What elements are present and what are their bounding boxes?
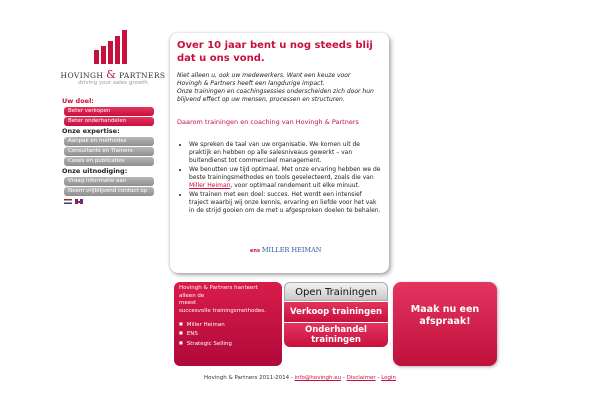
- intro-line: Hovingh & Partners heeft een langdurige impact.: [177, 80, 325, 87]
- benefit-text: We benutten uw tijd optimaal. Met onze ervaring hebben we de beste trainingsmethodes en tools geselecteerd, zoals die van: [189, 166, 381, 181]
- button-line: Onderhandel: [305, 325, 367, 335]
- method-item: ■ Miller Heiman: [179, 320, 277, 329]
- appointment-line: afspraak!: [419, 316, 471, 327]
- ens-logo: ens: [250, 248, 260, 254]
- main-content-card: [170, 33, 389, 273]
- intro-line: Niet alleen u, ook uw medewerkers. Want een keuze voor: [177, 72, 351, 79]
- logo-bars-icon: [94, 30, 134, 64]
- footer-separator: -: [377, 375, 380, 381]
- mh-line: HEIMAN: [291, 246, 322, 254]
- benefits-list: [177, 141, 382, 215]
- verkoop-trainingen-button[interactable]: Verkoop trainingen: [284, 302, 388, 322]
- footer-login-link[interactable]: Login: [381, 375, 397, 381]
- onderhandel-trainingen-button[interactable]: [284, 323, 388, 347]
- language-switcher: [64, 199, 154, 204]
- methods-info-box: [174, 282, 282, 366]
- methods-list: [179, 320, 277, 348]
- page-title: Over 10 jaar bent u nog steeds blij dat u ons vond.: [177, 40, 373, 64]
- footer-disclaimer-link[interactable]: Disclaimer: [346, 375, 376, 381]
- method-item: ■ Strategic Selling: [179, 339, 277, 348]
- nav-beter-onderhandelen[interactable]: Beter onderhandelen: [64, 117, 154, 126]
- invitation-heading: Onze uitnodiging:: [62, 167, 128, 175]
- button-line: trainingen: [311, 335, 361, 345]
- intro-text: [177, 72, 382, 104]
- mh-line: MILLER: [261, 246, 290, 254]
- benefit-item: • We spreken de taal van uw organisatie. We komen uit de praktijk en hebben op alle salesniveaus gewerkt – van buitendienst tot commercieel management.: [189, 141, 382, 165]
- make-appointment-button[interactable]: [393, 282, 497, 366]
- intro-line: Onze trainingen en coachingsessies onderscheiden zich door hun: [177, 88, 374, 95]
- trainings-panel: [284, 282, 388, 366]
- flag-nl-icon[interactable]: [64, 199, 72, 204]
- benefit-item: [189, 166, 382, 190]
- logo-name-left: HOVINGH: [60, 71, 104, 80]
- info-line: succesvolle trainingsmethodes.: [179, 307, 266, 314]
- nav-aanpak-methodes[interactable]: Aanpak en methodes: [64, 137, 154, 146]
- info-text: [179, 285, 277, 315]
- nav-neem-contact-op[interactable]: Neem vrijblijvend contact op: [64, 187, 154, 196]
- partner-logo: [250, 246, 321, 254]
- nav-vraag-informatie[interactable]: Vraag informatie aan: [64, 177, 154, 186]
- open-trainingen-button[interactable]: Open Trainingen: [284, 282, 388, 301]
- sidebar-navigation: [62, 97, 154, 204]
- nav-consultants-trainers[interactable]: Consultants en Trainers: [64, 147, 154, 156]
- logo-name-right: PARTNERS: [119, 71, 166, 80]
- company-logo[interactable]: [58, 30, 168, 90]
- method-item: ■ ENS: [179, 329, 277, 338]
- goal-heading: Uw doel:: [62, 97, 94, 105]
- intro-line: blijvend effect op uw mensen, processen en structuren.: [177, 96, 345, 103]
- section-subheading: Daarom trainingen en coaching van Hovingh & Partners: [177, 118, 359, 126]
- info-line: Hovingh & Partners hanteert: [179, 285, 258, 291]
- miller-heiman-link[interactable]: Miller Heiman: [189, 182, 231, 189]
- footer-email-link[interactable]: info@hovingh.eu: [294, 375, 342, 381]
- footer-separator: -: [342, 375, 345, 381]
- expertise-heading: Onze expertise:: [62, 127, 120, 135]
- miller-heiman-logo: [262, 246, 322, 254]
- nav-beter-verkopen[interactable]: Beter verkopen: [64, 107, 154, 116]
- appointment-line: Maak nu een: [410, 304, 480, 315]
- benefit-item: • We trainen met een doel: succes. Het wordt een intensief traject waarbij wij onze kennis, ervaring en liefde voor het vak in de strijd gooien om de met u afgesproken doelen te behalen.: [189, 191, 382, 215]
- logo-ampersand: &: [106, 68, 117, 81]
- flag-en-icon[interactable]: [75, 199, 83, 204]
- footer-copyright: Hovingh & Partners 2011-2014 -: [203, 375, 293, 381]
- footer: [0, 375, 600, 381]
- logo-tagline: driving your sales growth: [78, 80, 148, 86]
- benefit-text: , voor optimaal rendement uit elke minuut.: [230, 182, 360, 189]
- info-line: alleen de: [179, 292, 205, 299]
- info-line: meest: [179, 300, 197, 306]
- nav-cases-publicaties[interactable]: Cases en publicaties: [64, 157, 154, 166]
